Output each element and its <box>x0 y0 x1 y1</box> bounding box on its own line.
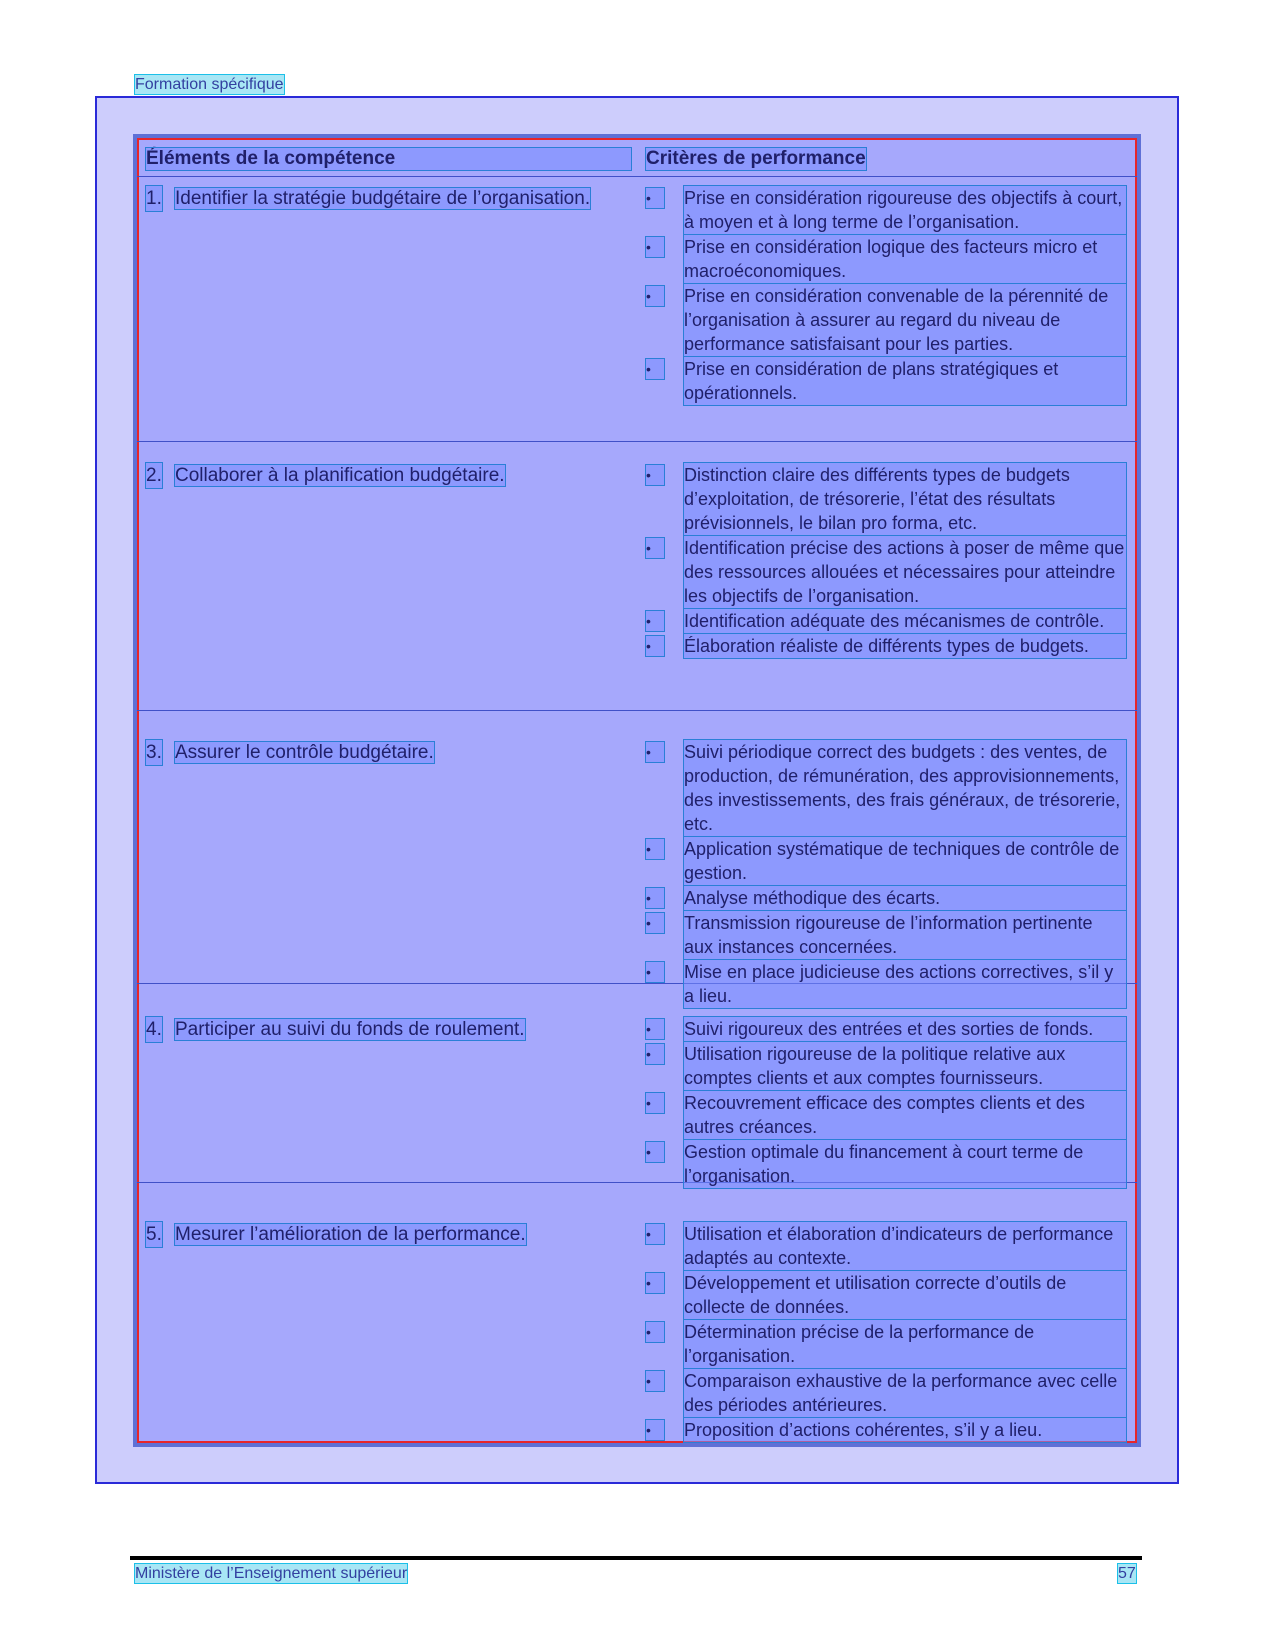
criteria-list <box>646 463 1126 659</box>
footer-rule <box>130 1556 1142 1560</box>
bullet-icon: • <box>646 1044 664 1064</box>
bullet-icon: • <box>646 1420 664 1440</box>
bullet-icon: • <box>646 1019 664 1039</box>
criterion-item: • Utilisation et élaboration d’indicateurs de performance adaptés au contexte. <box>646 1222 1126 1270</box>
bullet-icon: • <box>646 962 664 982</box>
criterion-item: • Identification précise des actions à poser de même que des ressources allouées et nécessaires pour atteindre les objectifs de l’organisation. <box>646 538 1125 606</box>
header-divider <box>137 176 1137 177</box>
bullet-icon: • <box>646 742 664 762</box>
element-number: 2. <box>146 465 162 486</box>
criterion-item: • Recouvrement efficace des comptes clients et des autres créances. <box>646 1091 1126 1139</box>
bullet-icon: • <box>646 913 664 933</box>
criterion-item: • Développement et utilisation correcte d’outils de collecte de données. <box>646 1271 1126 1319</box>
running-header: Formation spécifique <box>135 76 284 93</box>
criterion-item: • Gestion optimale du financement à court terme de l’organisation. <box>646 1140 1126 1188</box>
column-header-criteria: Critères de performance <box>646 148 866 169</box>
bullet-icon: • <box>646 188 664 208</box>
element-text: Assurer le contrôle budgétaire. <box>175 742 434 763</box>
criterion-item: • Prise en considération logique des facteurs micro et macroéconomiques. <box>646 235 1126 283</box>
criterion-item: • Mise en place judicieuse des actions correctives, s’il y a lieu. <box>646 960 1126 1008</box>
bullet-icon: • <box>646 1093 664 1113</box>
page-number: 57 <box>1118 1565 1136 1582</box>
criteria-list <box>646 1017 1126 1189</box>
bullet-icon: • <box>646 538 664 558</box>
criteria-list <box>646 1222 1126 1443</box>
element-number: 4. <box>146 1019 162 1040</box>
bullet-icon: • <box>646 1224 664 1244</box>
criterion-item: • Suivi périodique correct des budgets : des ventes, de production, de rémunération, des approvisionnements, des investissements, des frais généraux, de trésorerie, etc. <box>646 740 1126 836</box>
criterion-item: • Élaboration réaliste de différents types de budgets. <box>646 634 1126 658</box>
criterion-item: • Transmission rigoureuse de l’information pertinente aux instances concernées. <box>646 911 1126 959</box>
criterion-item: • Utilisation rigoureuse de la politique relative aux comptes clients et aux comptes fournisseurs. <box>646 1042 1126 1090</box>
element-text: Participer au suivi du fonds de roulement. <box>175 1019 525 1040</box>
criterion-item: • Prise en considération rigoureuse des objectifs à court, à moyen et à long terme de l’organisation. <box>646 186 1126 234</box>
criteria-list <box>646 740 1126 1009</box>
criterion-item: • Identification adéquate des mécanismes de contrôle. <box>646 609 1126 633</box>
bullet-icon: • <box>646 1371 664 1391</box>
element-text: Collaborer à la planification budgétaire. <box>175 465 505 486</box>
criterion-item: • Prise en considération convenable de la pérennité de l’organisation à assurer au regard du niveau de performance satisfaisant pour les parties. <box>646 284 1126 356</box>
row-divider <box>137 710 1137 711</box>
criterion-item: • Suivi rigoureux des entrées et des sorties de fonds. <box>646 1017 1126 1041</box>
column-header-elements: Éléments de la compétence <box>146 148 631 170</box>
bullet-icon: • <box>646 636 664 656</box>
bullet-icon: • <box>646 237 664 257</box>
bullet-icon: • <box>646 611 664 631</box>
bullet-icon: • <box>646 286 664 306</box>
bullet-icon: • <box>646 465 664 485</box>
criterion-item: • Comparaison exhaustive de la performance avec celle des périodes antérieures. <box>646 1369 1126 1417</box>
bullet-icon: • <box>646 839 664 859</box>
bullet-icon: • <box>646 1322 664 1342</box>
criterion-item: • Prise en considération de plans stratégiques et opérationnels. <box>646 357 1126 405</box>
criterion-item: • Distinction claire des différents types de budgets d’exploitation, de trésorerie, l’état des résultats prévisionnels, le bilan pro forma, etc. <box>646 463 1126 535</box>
bullet-icon: • <box>646 1273 664 1293</box>
element-number: 1. <box>146 188 162 209</box>
bullet-icon: • <box>646 888 664 908</box>
row-divider <box>137 441 1137 442</box>
criterion-item: • Application systématique de techniques de contrôle de gestion. <box>646 837 1126 885</box>
criterion-item: • Proposition d’actions cohérentes, s’il y a lieu. <box>646 1418 1126 1442</box>
element-text: Identifier la stratégie budgétaire de l’organisation. <box>175 188 591 209</box>
bullet-icon: • <box>646 1142 664 1162</box>
criterion-item: • Détermination précise de la performance de l’organisation. <box>646 1320 1126 1368</box>
footer-ministry: Ministère de l’Enseignement supérieur <box>135 1565 408 1582</box>
element-text: Mesurer l’amélioration de la performance. <box>175 1224 526 1245</box>
criteria-list <box>646 186 1126 406</box>
bullet-icon: • <box>646 359 664 379</box>
criterion-item: • Analyse méthodique des écarts. <box>646 886 1126 910</box>
element-number: 5. <box>146 1224 162 1245</box>
element-number: 3. <box>146 742 162 763</box>
